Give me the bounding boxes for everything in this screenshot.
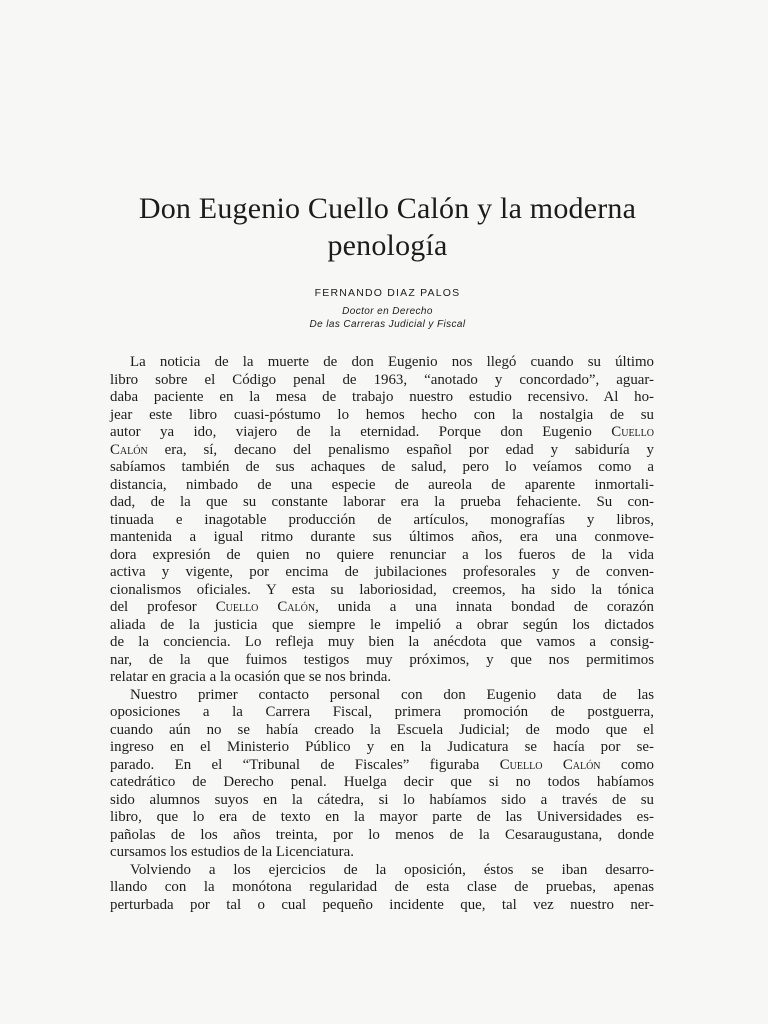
body-line: Nuestro primer contacto personal con don Eugenio data de las bbox=[130, 686, 654, 703]
body-line: parado. En el “Tribunal de Fiscales” figuraba Cuello Calón como bbox=[110, 756, 654, 773]
body-line: distancia, nimbado de una especie de aureola de aparente inmortali- bbox=[110, 476, 654, 493]
body-line: mantenida a igual ritmo durante sus últimos años, era una conmove- bbox=[110, 529, 654, 545]
body-line: autor ya ido, viajero de la eternidad. Porque don Eugenio Cuello bbox=[110, 424, 654, 440]
body-line: cionalismos oficiales. Y esta su laboriosidad, creemos, ha sido la tónica bbox=[110, 581, 654, 598]
article-body bbox=[110, 354, 654, 914]
body-line: ingreso en el Ministerio Público y en la Judicatura se hacía por se- bbox=[110, 739, 654, 755]
author-credential: Doctor en Derecho bbox=[342, 306, 433, 317]
surname-small-caps: Calón bbox=[110, 441, 148, 458]
body-line: llando con la monótona regularidad de esta clase de pruebas, apenas bbox=[110, 879, 654, 895]
body-line: cursamos los estudios de la Licenciatura. bbox=[110, 844, 354, 860]
body-line: perturbada por tal o cual pequeño incidente que, tal vez nuestro ner- bbox=[110, 896, 654, 913]
body-line: libro sobre el Código penal de 1963, “anotado y concordado”, aguar- bbox=[110, 371, 654, 388]
body-line: dad, de la que su constante laborar era la prueba fehaciente. Su con- bbox=[110, 494, 654, 510]
author-credential: De las Carreras Judicial y Fiscal bbox=[309, 319, 466, 330]
body-line: Calón era, sí, decano del penalismo español por edad y sabiduría y bbox=[110, 441, 654, 458]
body-line: sabíamos también de sus achaques de salud, pero lo veíamos como a bbox=[110, 459, 654, 475]
surname-small-caps: Cuello Calón bbox=[215, 599, 316, 615]
body-line: La noticia de la muerte de don Eugenio nos llegó cuando su último bbox=[130, 354, 654, 370]
author-name: FERNANDO DIAZ PALOS bbox=[314, 287, 461, 299]
body-line: Volviendo a los ejercicios de la oposición, éstos se iban desarro- bbox=[130, 861, 654, 878]
body-line: cuando aún no se había creado la Escuela Judicial; de modo que el bbox=[110, 721, 654, 738]
body-line: pañolas de los años treinta, por lo menos de la Cesaraugustana, donde bbox=[110, 826, 654, 843]
body-line: activa y vigente, por encima de jubilaciones profesorales y de conven- bbox=[110, 564, 654, 580]
surname-small-caps: Cuello bbox=[611, 424, 654, 440]
body-line: dora expresión de quien no quiere renunciar a los fueros de la vida bbox=[110, 546, 654, 563]
article-title-line-2: penología bbox=[327, 229, 448, 262]
surname-small-caps: Cuello Calón bbox=[499, 756, 601, 773]
body-line: daba paciente en la mesa de trabajo nuestro estudio recensivo. Al ho- bbox=[110, 389, 654, 405]
body-line: tinuada e inagotable producción de artículos, monografías y libros, bbox=[110, 511, 654, 528]
body-line: relatar en gracia a la ocasión que se nos brinda. bbox=[110, 669, 392, 685]
body-line: jear este libro cuasi-póstumo lo hemos hecho con la nostalgia de su bbox=[110, 406, 654, 423]
body-line: libro, que lo era de texto en la mayor parte de las Universidades es- bbox=[110, 809, 654, 825]
body-line: de la conciencia. Lo refleja muy bien la anécdota que vamos a consig- bbox=[110, 634, 654, 650]
article-title-line-1: Don Eugenio Cuello Calón y la moderna bbox=[138, 192, 637, 225]
body-line: del profesor Cuello Calón, unida a una innata bondad de corazón bbox=[110, 599, 654, 615]
body-line: nar, de la que fuimos testigos muy próximos, y que nos permitimos bbox=[110, 651, 654, 668]
body-line: aliada de la justicia que siempre le impelió a obrar según los dictados bbox=[110, 616, 654, 633]
body-line: oposiciones a la Carrera Fiscal, primera promoción de postguerra, bbox=[110, 704, 654, 720]
body-line: catedrático de Derecho penal. Huelga decir que si no todos habíamos bbox=[110, 774, 654, 790]
body-line: sido alumnos suyos en la cátedra, si lo habíamos sido a través de su bbox=[110, 791, 654, 808]
